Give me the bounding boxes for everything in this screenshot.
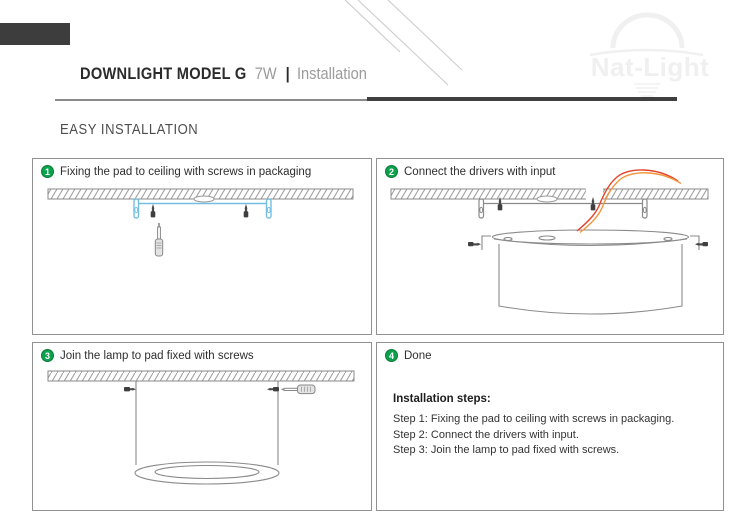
step-line: Step 1: Fixing the pad to ceiling with screws in packaging. [393,413,675,425]
clip-screw-icon [695,242,708,246]
title-wattage: 7W [254,64,277,83]
step-label: Join the lamp to pad fixed with screws [60,350,254,362]
panel-step-1 [32,158,372,335]
step-line: Step 2: Connect the drivers with input. [393,428,579,441]
screwdriver-icon [282,385,316,394]
screw-icon [267,387,279,391]
title-subtitle: Installation [296,64,367,83]
ceiling [48,189,353,202]
step-number-badge: 2 [385,165,398,178]
step-label: Connect the drivers with input [404,166,556,178]
step-line: Step 3: Join the lamp to pad fixed with screws. [393,444,620,456]
ceiling-hole [537,196,557,202]
header-divider-thick [367,97,677,101]
title-model: DOWNLIGHT MODEL G [80,64,247,83]
lamp-body [135,381,279,484]
panel-step-2 [376,158,724,335]
wire-gap [586,188,603,200]
installation-steps-summary [393,393,703,459]
diagram-join-lamp [33,343,371,510]
page-title [80,64,367,84]
corner-block [0,23,70,45]
clip-screw-icon [468,242,481,246]
diagram-connect-drivers [377,159,723,334]
steps-heading: Installation steps: [393,393,491,405]
header-divider-thin [55,99,367,101]
lamp-body [468,230,708,314]
panel-step-3 [32,342,372,511]
ceiling [391,188,708,202]
ceiling-hole [194,196,214,202]
section-heading: EASY INSTALLATION [60,122,199,138]
panel-step-4 [376,342,724,511]
step-label: Done [404,350,432,362]
step-label: Fixing the pad to ceiling with screws in packaging [60,166,312,178]
step-number-badge: 3 [41,349,54,362]
ceiling [48,371,354,381]
screw-icon [124,387,136,391]
lamp-logo-icon [565,8,735,100]
screw-icon [151,204,156,217]
side-clip [482,236,491,250]
diagram-fix-pad [33,159,371,334]
screw-icon [244,204,249,217]
brand-watermark [565,8,735,100]
step-number-badge: 1 [41,165,54,178]
screwdriver-icon [155,223,162,256]
mounting-pad [479,199,647,218]
title-separator: | [285,64,290,83]
brand-name: Nat-Light [590,52,710,82]
step-number-badge: 4 [385,349,398,362]
